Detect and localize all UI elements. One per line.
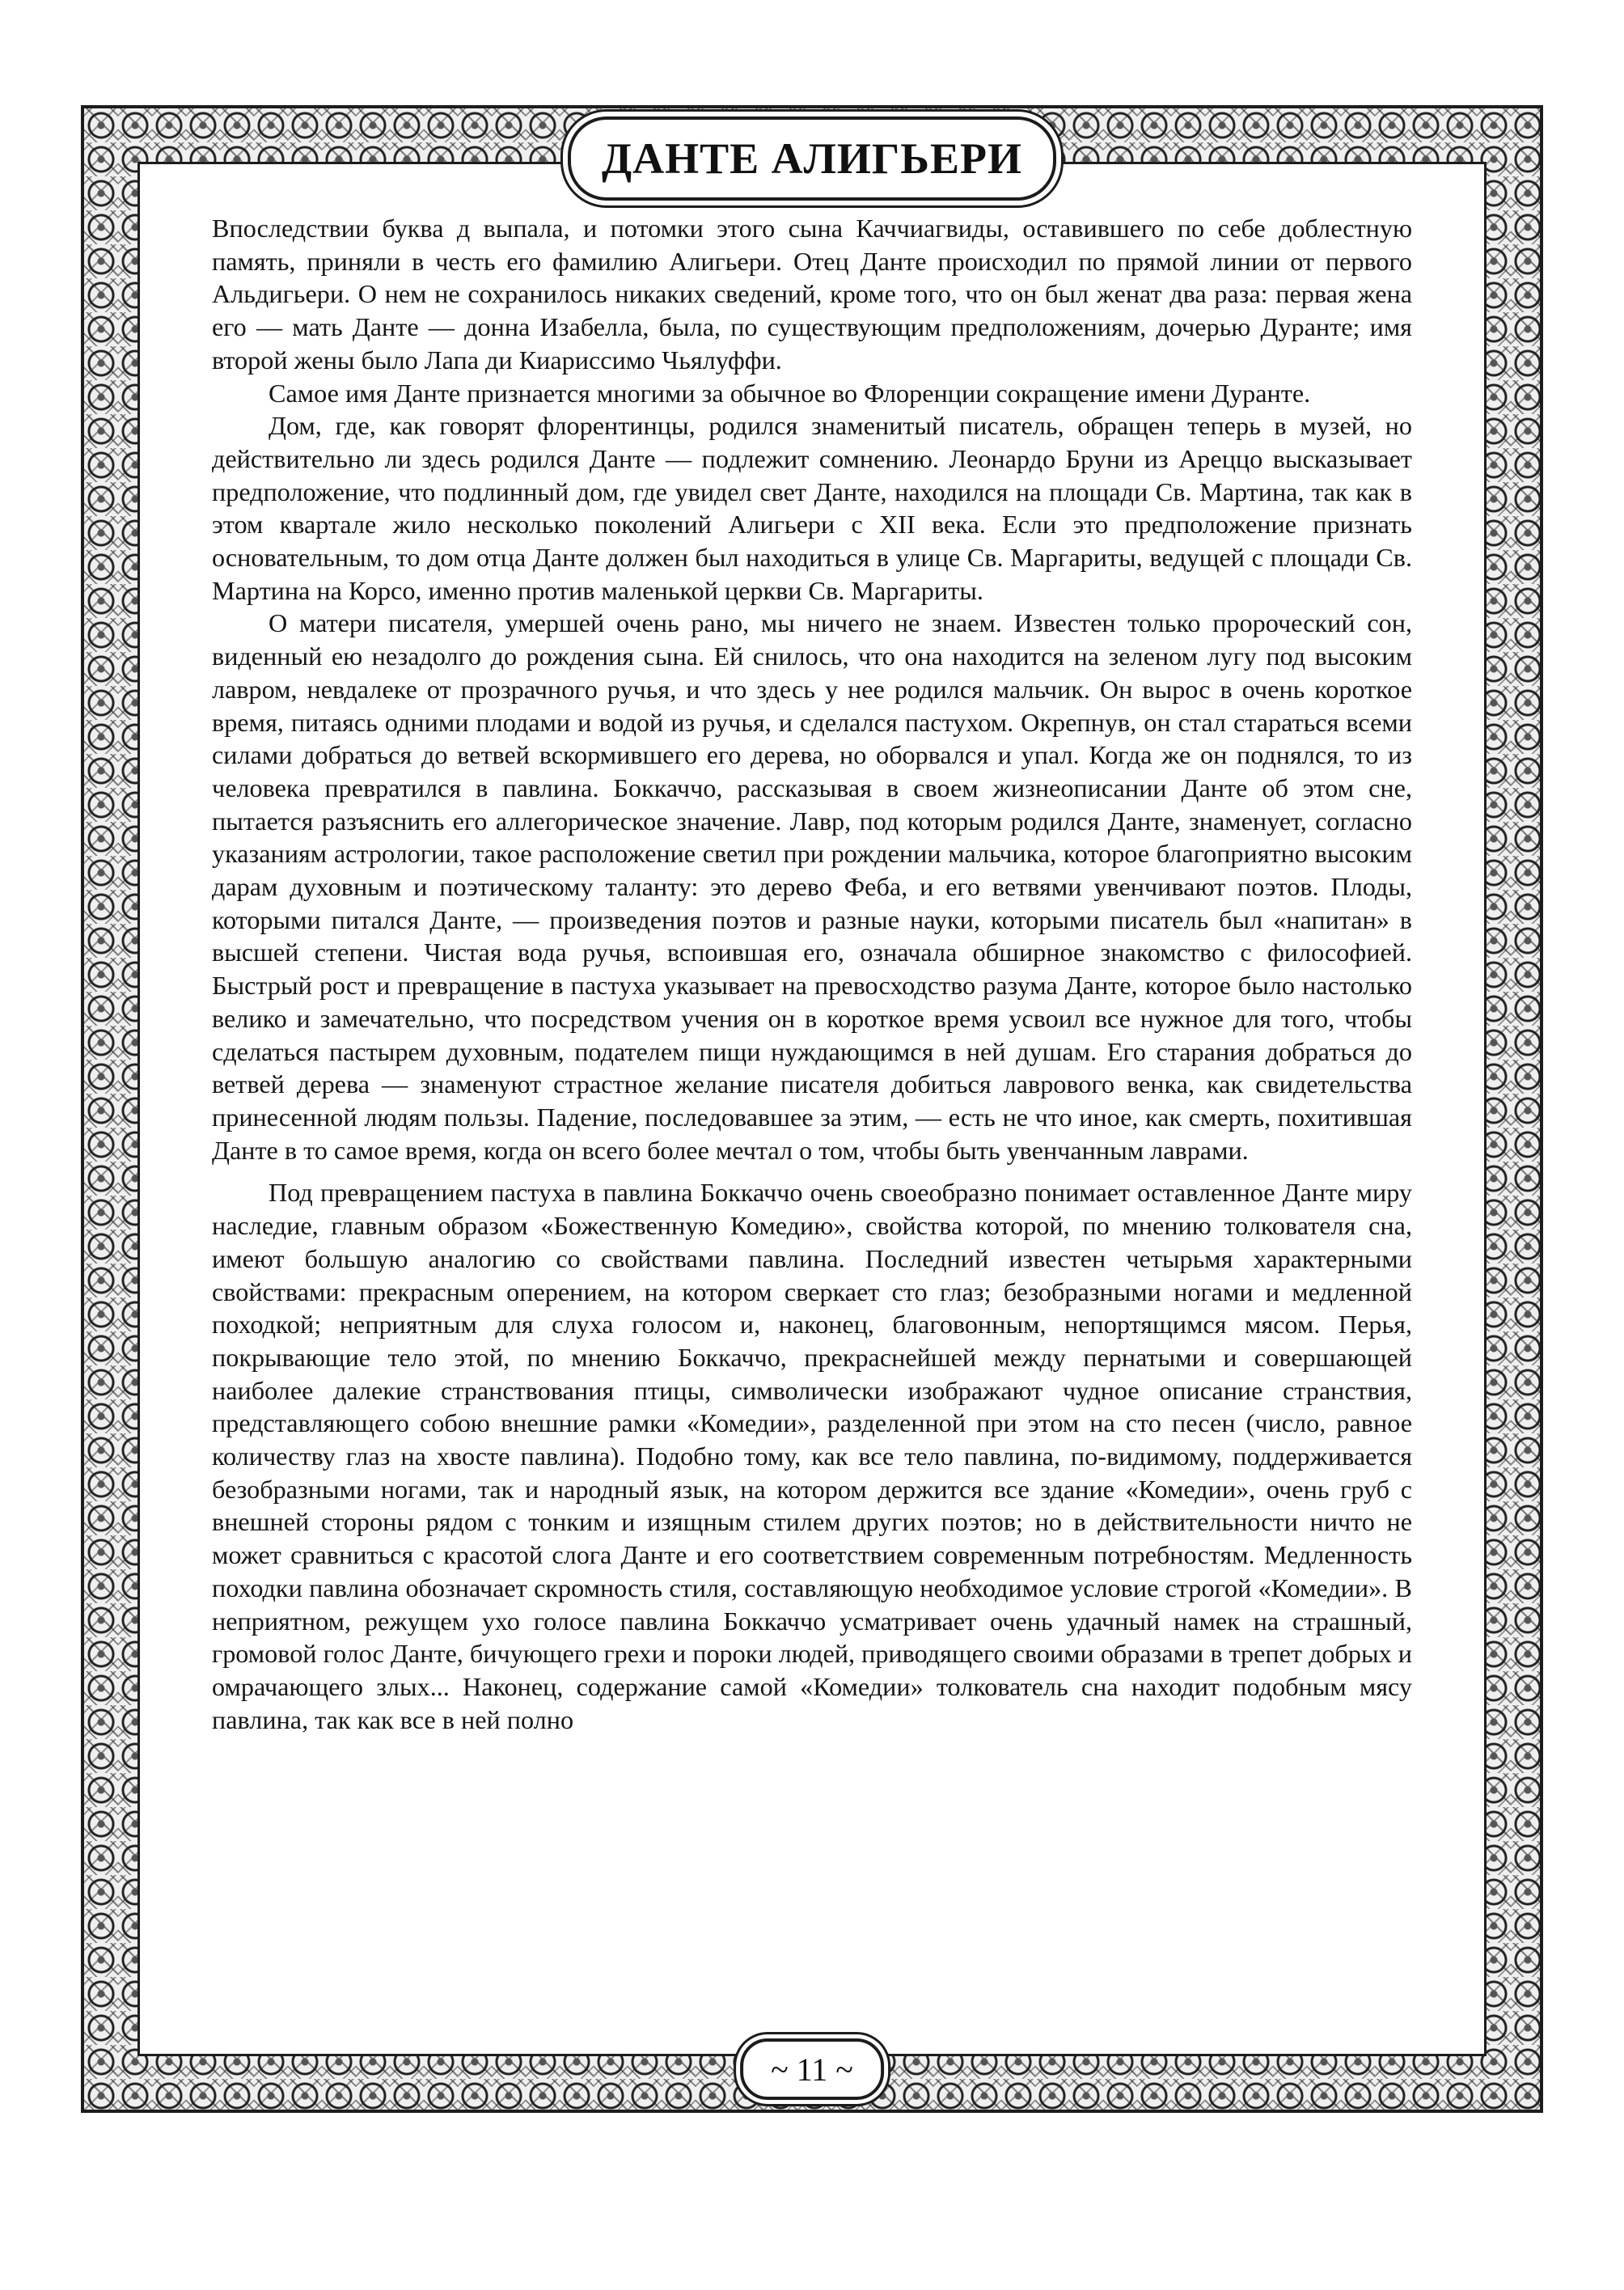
page-number-cartouche <box>740 2038 884 2100</box>
article-body <box>212 212 1412 2008</box>
paragraph: О матери писателя, умершей очень рано, мы ничего не знаем. Известен только пророческий сон, виденный ею незадолго до рождения сына. Ей снилось, что она находится на зеленом лугу под высоким лавром, невдалеке от прозрачного ручья, и что здесь у нее родился мальчик. Он вырос в очень короткое время, питаясь одними плодами и водой из ручья, и сделался пастухом. Окрепнув, он стал стараться всеми силами добраться до ветвей вскормившего его дерева, но оборвался и упал. Когда же он поднялся, то из человека превратился в павлина. Боккаччо, рассказывая в своем жизнеописании Данте об этом сне, пытается разъяснить его аллегорическое значение. Лавр, под которым родился Данте, знаменует, согласно указаниям астрологии, такое расположение светил при рождении мальчика, которое благоприятно высоким дарам духовным и поэтическому таланту: это дерево Феба, и его ветвями увенчивают поэтов. Плоды, которыми питался Данте, — произведения поэтов и разные науки, которыми писатель был «напитан» в высшей степени. Чистая вода ручья, вспоившая его, означала обширное знакомство с философией. Быстрый рост и превращение в пастуха указывает на превосходство разума Данте, которое было настолько велико и замечательно, что посредством учения он в короткое время усвоил все нужное для того, чтобы сделаться пастырем духовным, подателем пищи нуждающимся в ней душам. Его старания добраться до ветвей дерева — знаменуют страстное желание писателя добиться лаврового венка, как свидетельства принесенной людям пользы. Падение, последовавшее за этим, — есть не что иное, как смерть, похитившая Данте в то самое время, когда он всего более мечтал о том, чтобы быть увенчанным лаврами. <box>212 608 1412 1165</box>
paragraph: Впоследствии буква д выпала, и потомки этого сына Каччиагвиды, оставившего по себе доблестную память, приняли в честь его фамилию Алигьери. Отец Данте происходил по прямой линии от первого Альдигьери. О нем не сохранилось никаких сведений, кроме того, что он был женат два раза: первая жена его — мать Данте — донна Изабелла, была, по существующим предположениям, дочерью Дуранте; имя второй жены было Лапа ди Киариссимо Чьялуффи. <box>212 214 1412 375</box>
paragraph: Самое имя Данте признается многими за обычное во Флоренции сокращение имени Дуранте. <box>269 378 1311 408</box>
paragraph: Под превращением пастуха в павлина Боккаччо очень своеобразно понимает оставленное Данте миру наследие, главным образом «Божественную Комедию», свойства которой, по мнению толкователя сна, имеют большую аналогию со свойствами павлина. Последний известен четырьмя характерными свойствами: прекрасным оперением, на котором сверкает сто глаз; безобразными ногами и медленной походкой; неприятным для слуха голосом и, наконец, благовонным, непортящимся мясом. Перья, покрывающие тело этой, по мнению Боккаччо, прекраснейшей между пернатыми и совершающей наиболее далекие странствования птицы, символически изображают чудное описание странствия, представляющего собою внешние рамки «Комедии», разделенной при этом на сто песен (число, равное количеству глаз на хвосте павлина). Подобно тому, как все тело павлина, по-видимому, поддерживается безобразными ногами, так и народный язык, на котором держится все здание «Комедии», очень груб с внешней стороны рядом с тонким и изящным стилем других поэтов; но в действительности ничто не может сравниться с красотой слога Данте и его соответствием современным потребностям. Медленность походки павлина обозначает скромность стиля, составляющую необходимое условие строгой «Комедии». В неприятном, режущем ухо голосе павлина Боккаччо усматривает очень удачный намек на страшный, громовой голос Данте, бичующего грехи и пороки людей, приводящего своими образами в трепет добрых и омрачающего злых... Наконец, содержание самой «Комедии» толкователь сна находит подобным мясу павлина, так как все в ней полно <box>212 1178 1412 1734</box>
page-title: ДАНТЕ АЛИГЬЕРИ <box>602 134 1022 183</box>
title-cartouche <box>568 116 1056 201</box>
paragraph: Дом, где, как говорят флорентинцы, родился знаменитый писатель, обращен теперь в музей, но действительно ли здесь родился Данте — подлежит сомнению. Леонардо Бруни из Ареццо высказывает предположение, что подлинный дом, где увидел свет Данте, находился на площади Св. Мартина, так как в этом квартале жило несколько поколений Алигьери с XII века. Если это предположение признать основательным, то дом отца Данте должен был находиться в улице Св. Маргариты, ведущей с площади Св. Мартина на Корсо, именно против маленькой церкви Св. Маргариты. <box>212 411 1412 605</box>
page-number: ~ 11 ~ <box>771 2051 853 2088</box>
